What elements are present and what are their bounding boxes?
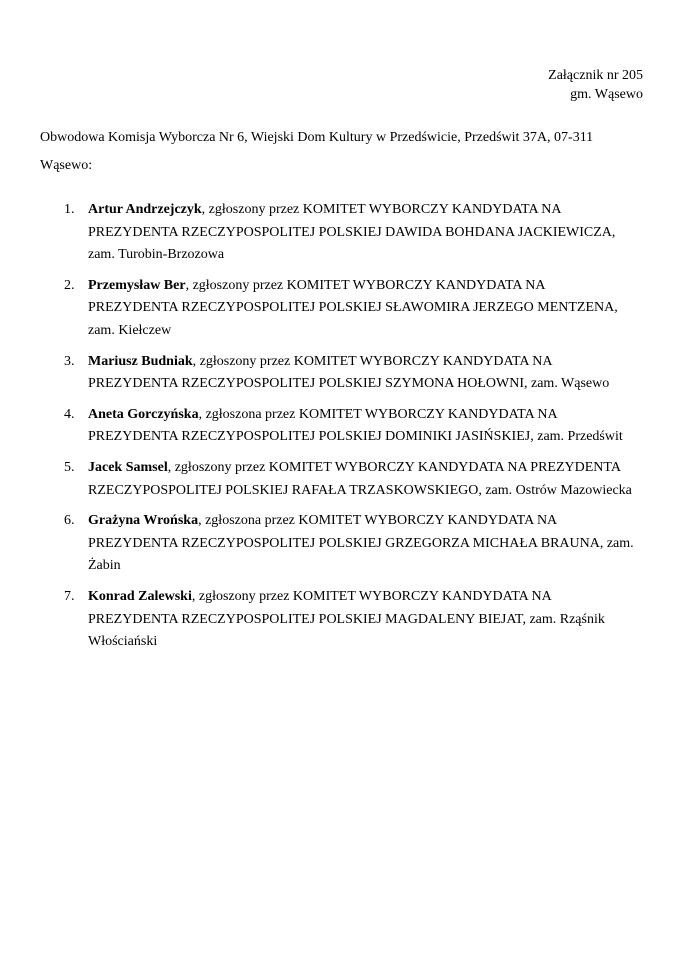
member-name: Mariusz Budniak [88,353,193,369]
member-details: , zgłoszona przez KOMITET WYBORCZY KANDYDATA NA PREZYDENTA RZECZYPOSPOLITEJ POLSKIEJ DOMINIKI JASIŃSKIEJ, zam. Przedświt [88,406,623,445]
member-number: 3. [64,353,75,369]
attachment-number: Załącznik nr 205 [548,68,643,83]
member-name: Jacek Samsel [88,459,168,475]
member-number: 5. [64,459,75,475]
member-number: 4. [64,406,75,422]
member-number: 2. [64,277,75,293]
member-list-item [64,586,636,654]
member-details: , zgłoszona przez KOMITET WYBORCZY KANDYDATA NA PREZYDENTA RZECZYPOSPOLITEJ POLSKIEJ GRZEGORZA MICHAŁA BRAUNA, zam. Żabin [88,513,634,574]
member-number: 7. [64,588,75,604]
member-details: , zgłoszony przez KOMITET WYBORCZY KANDYDATA NA PREZYDENTA RZECZYPOSPOLITEJ POLSKIEJ DAWIDA BOHDANA JACKIEWICZA, zam. Turobin-Brzozowa [88,202,616,263]
commission-intro: Obwodowa Komisja Wyborcza Nr 6, Wiejski Dom Kultury w Przedświcie, Przedświt 37A, 07-311 Wąsewo: [40,130,594,173]
member-list-item [64,275,636,343]
member-list-item [64,351,636,396]
member-name: Konrad Zalewski [88,588,192,604]
member-details: , zgłoszony przez KOMITET WYBORCZY KANDYDATA NA PREZYDENTA RZECZYPOSPOLITEJ POLSKIEJ SZYMONA HOŁOWNI, zam. Wąsewo [88,353,610,392]
member-list-item [64,457,636,502]
member-number: 1. [64,202,75,217]
municipality-label: gm. Wąsewo [570,87,643,102]
member-list-item [64,510,636,578]
member-details: , zgłoszony przez KOMITET WYBORCZY KANDYDATA NA PREZYDENTA RZECZYPOSPOLITEJ POLSKIEJ SŁAWOMIRA JERZEGO MENTZENA, zam. Kiełczew [88,277,618,338]
member-details: , zgłoszony przez KOMITET WYBORCZY KANDYDATA NA PREZYDENTA RZECZYPOSPOLITEJ POLSKIEJ MAGDALENY BIEJAT, zam. Rząśnik Włościański [88,588,605,650]
attachment-header [548,66,643,104]
member-name: Aneta Gorczyńska [88,406,199,422]
member-name: Przemysław Ber [88,277,186,293]
member-details: , zgłoszony przez KOMITET WYBORCZY KANDYDATA NA PREZYDENTA RZECZYPOSPOLITEJ POLSKIEJ RAFAŁA TRZASKOWSKIEGO, zam. Ostrów Mazowiecka [88,459,632,498]
member-number: 6. [64,513,75,529]
member-name: Artur Andrzejczyk [88,202,202,217]
member-list [64,199,636,662]
member-name: Grażyna Wrońska [88,513,199,529]
member-list-item [64,199,636,267]
member-list-item [64,404,636,449]
